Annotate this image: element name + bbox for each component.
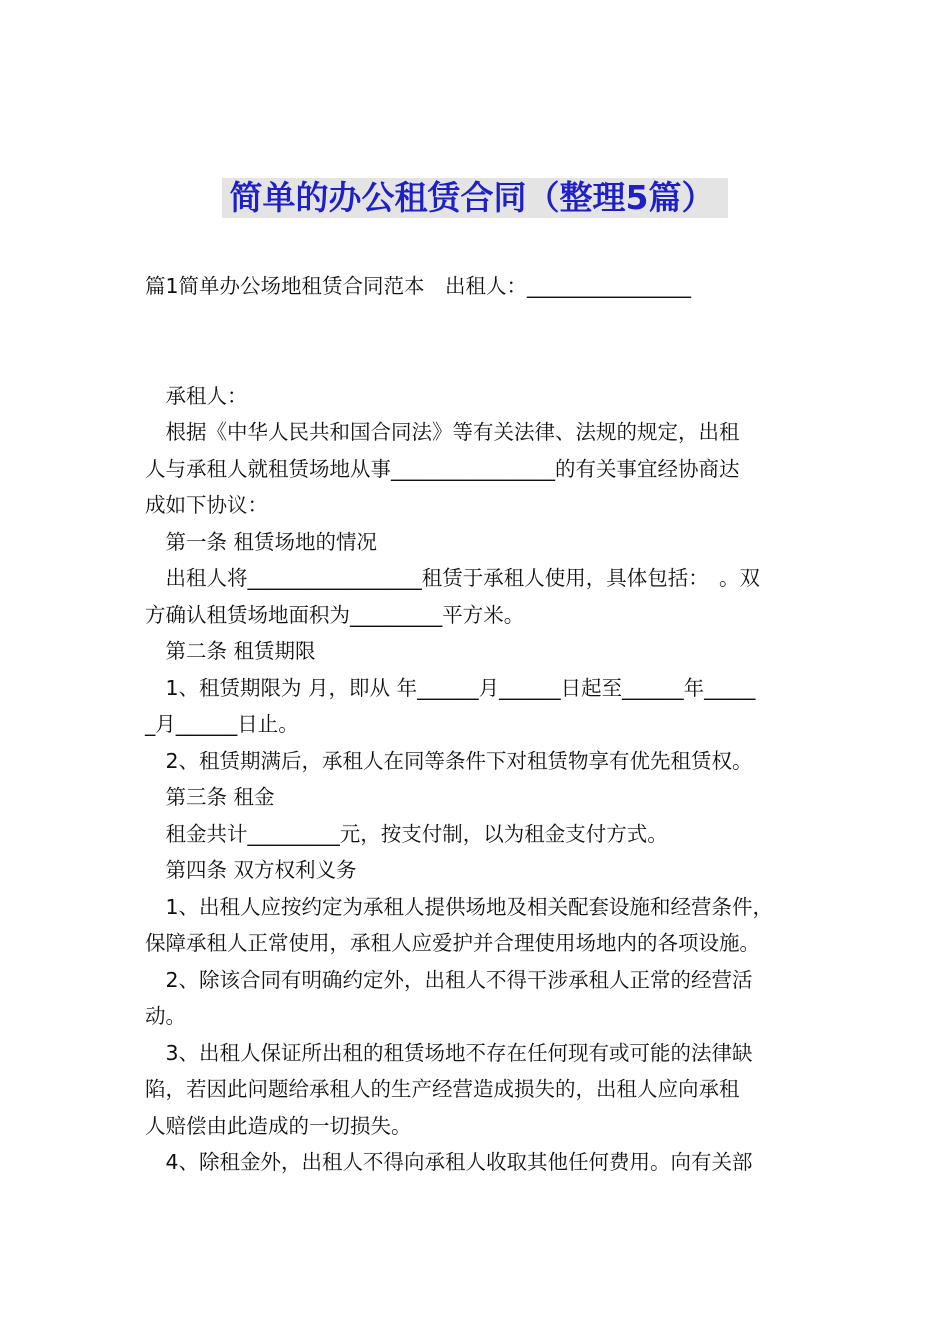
body-line: 2、除该合同有明确约定外，出租人不得干涉承租人正常的经营活 — [145, 967, 753, 992]
body-line: 3、出租人保证所出租的租赁场地不存在任何现有或可能的法律缺 — [145, 1040, 753, 1065]
body-line: 2、租赁期满后，承租人在同等条件下对租赁物享有优先租赁权。 — [145, 748, 753, 773]
body-line: 租金共计_________元，按支付制，以为租金支付方式。 — [145, 821, 668, 846]
section-heading: 第四条 双方权利义务 — [145, 858, 357, 882]
body-line: 陷，若因此问题给承租人的生产经营造成损失的，出租人应向承租 — [145, 1077, 740, 1101]
blank-gap — [145, 305, 810, 378]
body-line: 4、除租金外，出租人不得向承租人收取其他任何费用。向有关部 — [145, 1150, 753, 1174]
section-heading: 第三条 租金 — [145, 785, 275, 809]
document-body — [145, 268, 810, 1181]
body-line: 动。 — [145, 1004, 186, 1028]
body-line: 成如下协议： — [145, 493, 268, 517]
body-line: 根据《中华人民共和国合同法》等有关法律、法规的规定，出租 — [145, 420, 740, 444]
body-line: _月______日止。 — [145, 712, 299, 736]
body-line: 1、租赁期限为 月，即从 年______月______日起至______年_____ — [145, 675, 756, 700]
body-line: 保障承租人正常使用，承租人应爱护并合理使用场地内的各项设施。 — [145, 931, 760, 955]
title-container — [0, 178, 950, 218]
body-line: 1、出租人应按约定为承租人提供场地及相关配套设施和经营条件， — [145, 894, 774, 919]
body-line: 方确认租赁场地面积为_________平方米。 — [145, 602, 525, 627]
body-line: 人与承租人就租赁场地从事________________的有关事宜经协商达 — [145, 456, 740, 481]
document-title: 简单的办公租赁合同（整理5篇） — [222, 178, 729, 218]
body-line: 出租人将_________________租赁于承租人使用，具体包括： 。双 — [145, 566, 760, 590]
body-line: 承租人： — [145, 383, 248, 408]
body-line: 人赔偿由此造成的一切损失。 — [145, 1113, 412, 1138]
section-heading: 第一条 租赁场地的情况 — [145, 529, 378, 554]
body-line: 篇1简单办公场地租赁合同范本 出租人：________________ — [145, 274, 692, 298]
section-heading: 第二条 租赁期限 — [145, 639, 316, 663]
